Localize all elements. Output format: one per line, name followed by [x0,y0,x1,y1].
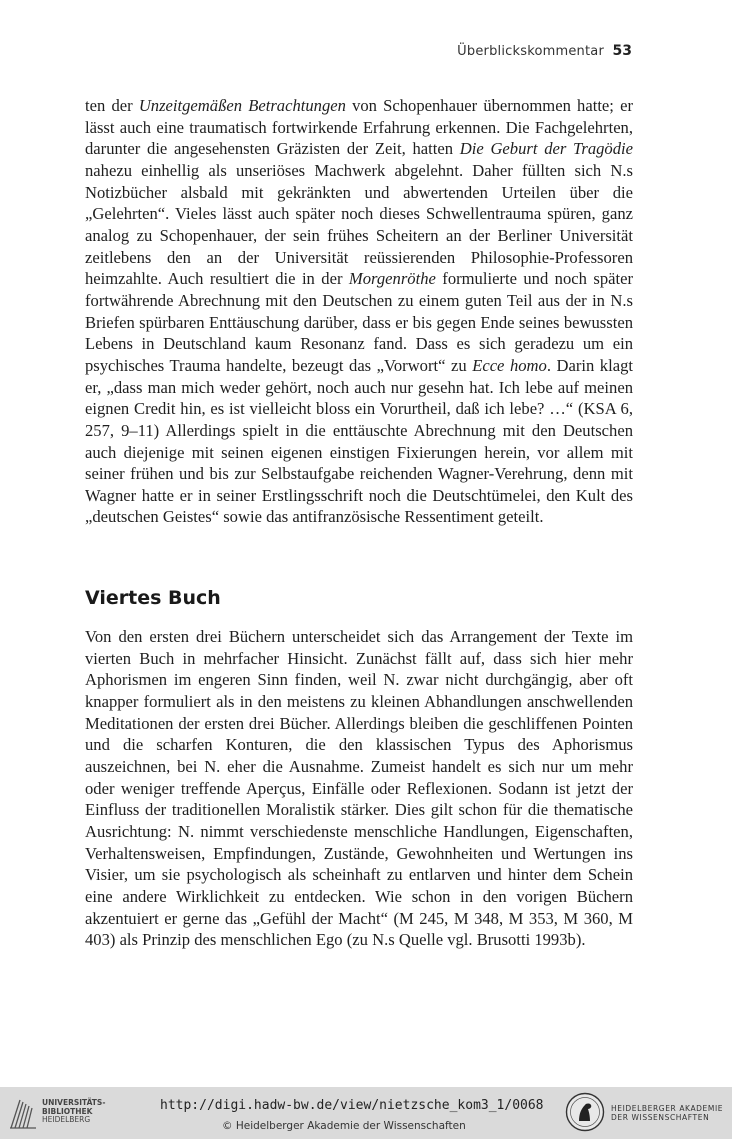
library-name-line: BIBLIOTHEK [42,1106,93,1116]
page-number: 53 [612,43,632,59]
body-paragraph-2 [85,626,633,951]
academy-name-line: DER WISSENSCHAFTEN [611,1113,710,1122]
copyright-notice: © Heidelberger Akademie der Wissenschaften [222,1120,466,1132]
source-url-link[interactable]: http://digi.hadw-bw.de/view/nietzsche_kom3_1/0068 [160,1098,544,1113]
academy-name [611,1104,723,1122]
paragraph-text: ten der Unzeitgemäßen Betrachtungen von Schopenhauer übernommen hatte; er lässt auch eine traumatisch fortwirkende Erfahrung erkennen. Die Fachgelehrten, darunter die angesehensten Gräzisten der Zeit, hatten Die Geburt der Tragödie nahezu einhellig als unseriöses Machwerk abgelehnt. Daher füllten sich N.s Notizbücher alsbald mit gekränkten und abwertenden Urteilen über die „Gelehrten“. Vieles lässt auch später noch dieses Schwellentrauma spüren, ganz analog zu Schopenhauer, der sein frühes Scheitern an der Berliner Universität zeitlebens den an der Universität reüssierenden Philosophie-Professoren heimzahlte. Auch resultiert die in der Morgenröthe formulierte und noch später fortwährende Abrechnung mit den Deutschen zu einem guten Teil aus der in N.s Briefen spürbaren Enttäuschung darüber, dass er bis gegen Ende seines bewussten Lebens in Deutschland kaum Resonanz fand. Dass es sich geradezu um ein psychisches Trauma handelte, bezeugt das „Vorwort“ zu Ecce homo. Darin klagt er, „dass man mich weder gehört, noch auch nur gesehn hat. Ich lebe auf meinen eignen Credit hin, es ist vielleicht bloss ein Vorurtheil, daß ich lebe? …“ (KSA 6, 257, 9–11) Allerdings spielt in die enttäuschte Abrechnung mit den Deutschen auch diejenige mit seinen eigenen einstigen Fixierungen herein, vor allem mit seiner frühen und bis zur Selbstaufgabe reichenden Wagner-Verehrung, denn mit Wagner hatte er in seiner Erstlingsschrift noch die Deutschtümelei, den Kult des „deutschen Geistes“ sowie das antifranzösische Ressentiment geteilt. [85,96,633,527]
section-heading: Viertes Buch [85,587,221,609]
university-library-name [42,1099,105,1125]
paragraph-text: Von den ersten drei Büchern unterscheidet sich das Arrangement der Texte im vierten Buch in mehrfacher Hinsicht. Zunächst fällt auf, dass sich hier mehr Aphorismen im engeren Sinn finden, weil N. zwar nicht durchgängig, aber oft knapper formuliert als in den meistens zu kleinen Abhandlungen anschwellenden Meditationen der ersten drei Bücher. Allerdings bleiben die geschliffenen Pointen und die scharfen Konturen, die den klassischen Typus des Aphorismus auszeichnen, bei N. eher die Ausnahme. Zumeist handelt es sich nur um mehr oder weniger treffende Aperçus, Einfälle oder Reflexionen. Sodann ist jetzt der Einfluss der traditionellen Moralistik stärker. Dies gilt schon für die thematische Ausrichtung: N. nimmt verschiedenste menschliche Handlungen, Eigenschaften, Verhaltensweisen, Empfindungen, Zustände, Gewohnheiten und Wertungen ins Visier, um sie psychologisch als scheinhaft zu entlarven und hinter dem Schein eine andere Wirklichkeit zu entdecken. Wie schon in den vorigen Büchern akzentuiert er gerne das „Gefühl der Macht“ (M 245, M 348, M 353, M 360, M 403) als Prinzip des menschlichen Ego (zu N.s Quelle vgl. Brusotti 1993b). [85,627,633,950]
italic-title: Morgenröthe [348,269,436,289]
university-library-logo-icon [8,1095,38,1131]
digitization-footer [0,1087,732,1139]
body-paragraph-1 [85,95,633,528]
library-name-line: UNIVERSITÄTS- [42,1098,106,1107]
academy-name-line: HEIDELBERGER AKADEMIE [611,1104,724,1113]
running-head: Überblickskommentar [457,44,604,59]
academy-seal-icon [565,1092,605,1132]
italic-title: Unzeitgemäßen Betrachtungen [138,96,346,115]
italic-title: Die Geburt der Tragödie [459,139,633,159]
italic-title: Ecce homo [472,355,547,375]
library-name-line: HEIDELBERG [42,1115,91,1124]
